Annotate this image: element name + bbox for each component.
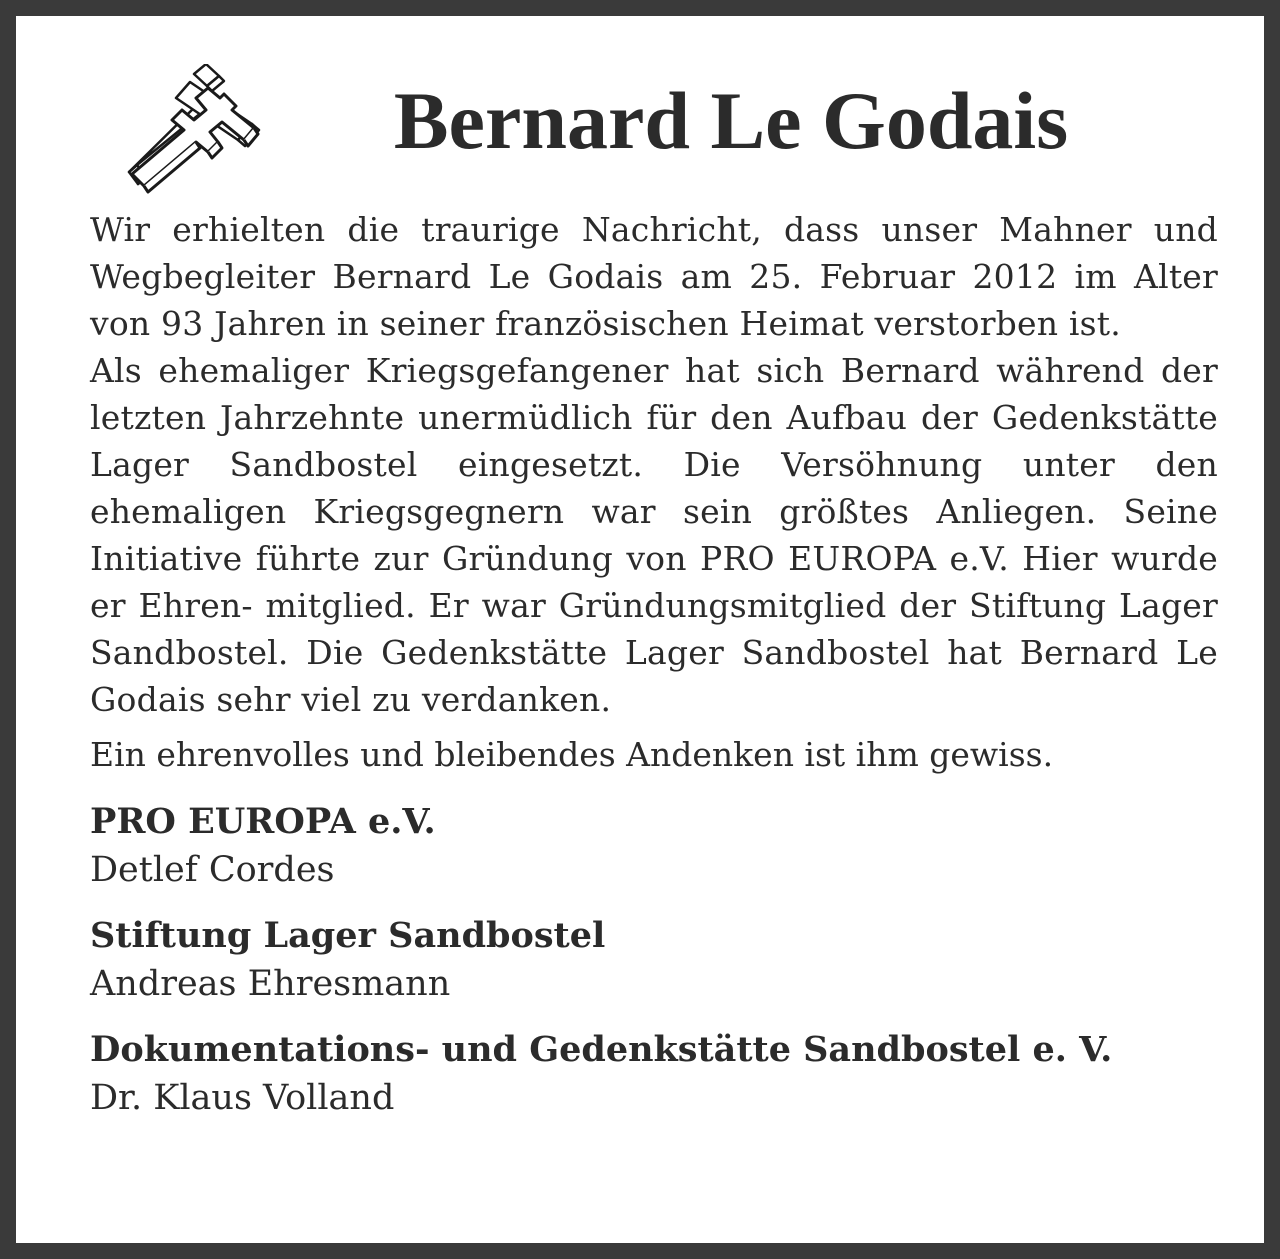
signature-block <box>90 798 1218 894</box>
notice-body <box>90 206 1218 1122</box>
signature-person: Dr. Klaus Volland <box>90 1078 395 1118</box>
signature-organization: Dokumentations- und Gedenkstätte Sandbostel e. V. <box>90 1029 1113 1070</box>
signature-person: Andreas Ehresmann <box>90 964 451 1004</box>
signature-block <box>90 912 1218 1008</box>
deceased-name-title: Bernard Le Godais <box>393 75 1069 166</box>
paragraph-tribute: Als ehemaliger Kriegsgefangener hat sich Bernard während der letzten Jahrzehnte unermüdlich für den Aufbau der Gedenkstätte Lager Sandbostel eingesetzt. Die Versöhnung unter den ehemaligen Kriegsgegnern war sein größtes Anliegen. Seine Initiative führte zur Gründung von PRO EUROPA e.V. Hier wurde er Ehren- mitglied. Er war Gründungsmitglied der Stiftung Lager Sandbostel. Die Gedenkstätte Lager Sandbostel hat Bernard Le Godais sehr viel zu verdanken. <box>90 351 1218 719</box>
signature-organization: PRO EUROPA e.V. <box>90 801 436 842</box>
cross-icon <box>124 64 279 194</box>
signature-organization: Stiftung Lager Sandbostel <box>90 915 606 956</box>
signature-block <box>90 1026 1218 1122</box>
signature-person: Detlef Cordes <box>90 850 335 890</box>
paragraph-announcement: Wir erhielten die traurige Nachricht, dass unser Mahner und Wegbegleiter Bernard Le Godais am 25. Februar 2012 im Alter von 93 Jahren in seiner französischen Heimat verstorben ist. <box>90 210 1218 343</box>
closing-line: Ein ehrenvolles und bleibendes Andenken ist ihm gewiss. <box>90 735 1054 774</box>
